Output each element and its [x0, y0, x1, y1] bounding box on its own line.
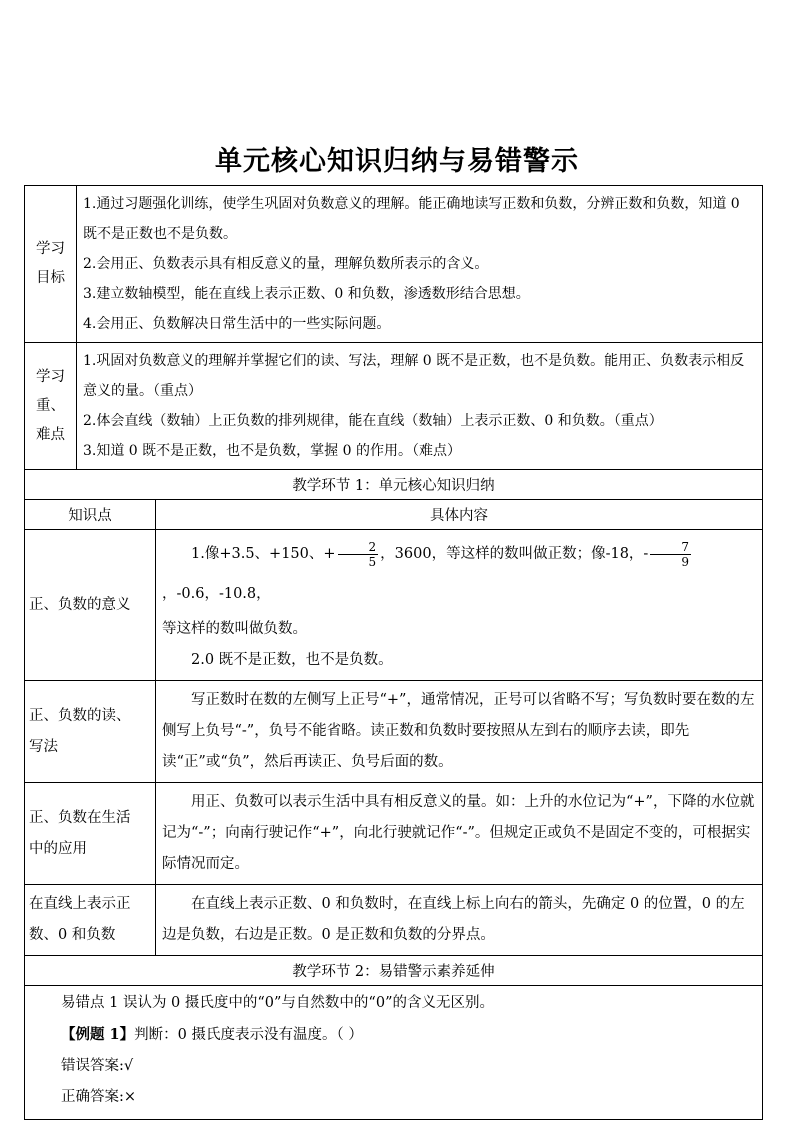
wrong-answer: 错误答案:√: [61, 1058, 134, 1074]
knowledge-label-reading: 正、负数的读、 写法: [25, 681, 156, 783]
example-question: 【例题 1】判断：0 摄氏度表示没有温度。（ ）: [61, 1026, 363, 1043]
knowledge-label-meaning: 正、负数的意义: [25, 530, 156, 681]
knowledge-content-application: 用正、负数可以表示生活中具有相反意义的量。如：上升的水位记为“+”，下降的水位就记为“-”；向南行驶记作“+”，向北行驶就记作“-”。但规定正或负不是固定不变的，可根据实际情况而定。: [156, 783, 763, 885]
keypoints-row: [25, 343, 763, 470]
knowledge-label-numberline: 在直线上表示正 数、0 和负数: [25, 885, 156, 956]
col-header-content: 具体内容: [156, 500, 763, 530]
keypoint-item: 2.体会直线（数轴）上正负数的排列规律，能在直线（数轴）上表示正数、0 和负数。（重点）: [83, 413, 663, 429]
knowledge-content-numberline: 在直线上表示正数、0 和负数时，在直线上标上向右的箭头，先确定 0 的位置，0 的左边是负数，右边是正数。0 是正数和负数的分界点。: [156, 885, 763, 956]
fraction-2-5: $\frac{2}{5}$: [338, 540, 379, 569]
goal-item: 3.建立数轴模型，能在直线上表示正数、0 和负数，渗透数形结合思想。: [83, 286, 530, 302]
knowledge-content-meaning: 1.像+3.5、+150、+ $\frac{2}{5}$ ，3600，等这样的数叫做正数；像-18，- $\frac{7}{9}$ ，-0.6，-10.8， 等这样的数叫做负数。 2.0 既不是正数，也不是负数。: [156, 530, 763, 681]
fraction-7-9: $\frac{7}{9}$: [650, 540, 691, 569]
section-heading-2: 教学环节 2：易错警示素养延伸: [25, 956, 763, 986]
col-header-knowledge: 知识点: [25, 500, 156, 530]
goal-item: 2.会用正、负数表示具有相反意义的量，理解负数所表示的含义。: [83, 256, 489, 272]
goal-item: 4.会用正、负数解决日常生活中的一些实际问题。: [83, 316, 391, 332]
keypoint-item: 1.巩固对负数意义的理解并掌握它们的读、写法，理解 0 既不是正数，也不是负数。能用正、负数表示相反意义的量。（重点）: [83, 353, 745, 399]
knowledge-row: [25, 681, 763, 783]
page-title: 单元核心知识归纳与易错警示: [215, 146, 579, 177]
knowledge-row: [25, 530, 763, 681]
knowledge-row: [25, 783, 763, 885]
knowledge-label-application: 正、负数在生活 中的应用: [25, 783, 156, 885]
knowledge-row: [25, 885, 763, 956]
keypoints-content: [77, 343, 763, 470]
goals-row: [25, 186, 763, 343]
section-heading-1: 教学环节 1：单元核心知识归纳: [25, 470, 763, 500]
goals-content: [77, 186, 763, 343]
error-prone-content: [25, 986, 763, 1120]
goals-label: 学习 目标: [25, 186, 77, 343]
knowledge-content-reading: 写正数时在数的左侧写上正号“+”，通常情况，正号可以省略不写；写负数时要在数的左侧写上负号“-”，负号不能省略。读正数和负数时要按照从左到右的顺序去读，即先读“正”或“负”，然后再读正、负号后面的数。: [156, 681, 763, 783]
keypoints-label: 学习 重、 难点: [25, 343, 77, 470]
right-answer: 正确答案:×: [61, 1089, 137, 1105]
goal-item: 1.通过习题强化训练，使学生巩固对负数意义的理解。能正确地读写正数和负数，分辨正数和负数，知道 0 既不是正数也不是负数。: [83, 196, 740, 242]
keypoint-item: 3.知道 0 既不是正数，也不是负数，掌握 0 的作用。（难点）: [83, 443, 461, 459]
error-point: 易错点 1 误认为 0 摄氏度中的“0”与自然数中的“0”的含义无区别。: [61, 995, 494, 1011]
lesson-table: [24, 185, 763, 1120]
